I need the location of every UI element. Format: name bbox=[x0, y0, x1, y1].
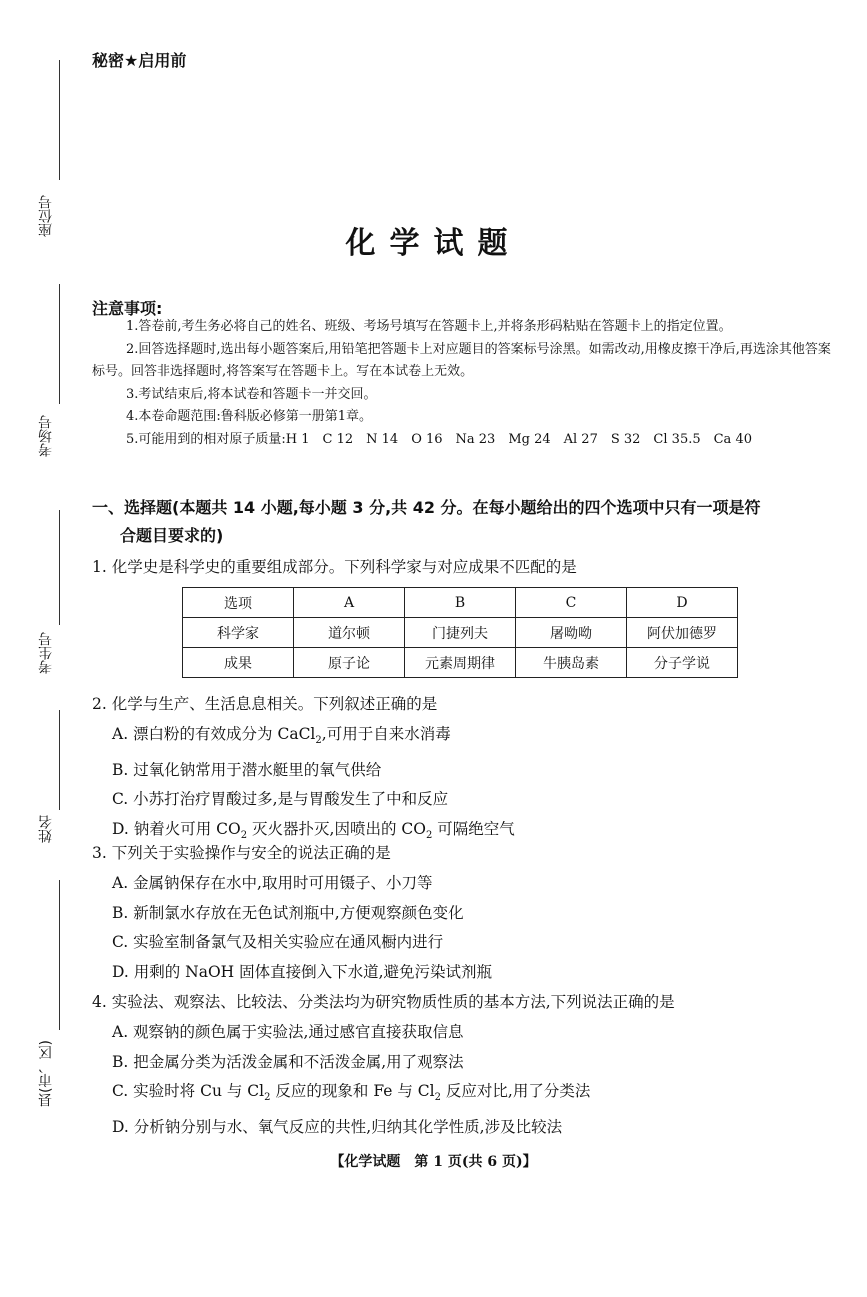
question-stem: 4. 实验法、观察法、比较法、分类法均为研究物质性质的基本方法,下列说法正确的是 bbox=[92, 993, 675, 1011]
scientist-table bbox=[182, 587, 738, 678]
notice-list bbox=[92, 316, 832, 451]
question-1 bbox=[92, 553, 832, 583]
question-stem: 3. 下列关于实验操作与安全的说法正确的是 bbox=[92, 844, 391, 862]
table-cell: 分子学说 bbox=[627, 648, 738, 678]
seat-label: 座位号 bbox=[38, 195, 54, 237]
notice-item: 4.本卷命题范围:鲁科版必修第一册第1章。 bbox=[126, 409, 373, 424]
table-cell: 阿伏加德罗 bbox=[627, 618, 738, 648]
option-a: A. 观察钠的颜色属于实验法,通过感官直接获取信息 bbox=[112, 1022, 464, 1041]
page-footer: 【化学试题 第 1 页(共 6 页)】 bbox=[330, 1154, 537, 1170]
table-cell: 成果 bbox=[183, 648, 294, 678]
question-stem: 1. 化学史是科学史的重要组成部分。下列科学家与对应成果不匹配的是 bbox=[92, 558, 577, 576]
option-d: D. 用剩的 NaOH 固体直接倒入下水道,避免污染试剂瓶 bbox=[112, 963, 493, 982]
table-cell: 选项 bbox=[183, 588, 294, 618]
question-2 bbox=[92, 690, 832, 851]
notice-item: 3.考试结束后,将本试卷和答题卡一并交回。 bbox=[126, 386, 377, 402]
question-4 bbox=[92, 988, 832, 1143]
room-label: 考场号 bbox=[38, 415, 54, 457]
question-stem: 2. 化学与生产、生活息息相关。下列叙述正确的是 bbox=[92, 695, 438, 713]
option-d: D. 钠着火可用 $CO_2$ 灭火器扑灭,因喷出的 $CO_2$ 可隔绝空气 bbox=[112, 820, 515, 842]
notice-item: 1.答卷前,考生务必将自己的姓名、班级、考场号填写在答题卡上,并将条形码粘贴在答题卡上的指定位置。 bbox=[126, 319, 732, 334]
name-label: 姓名 bbox=[38, 815, 54, 843]
table-cell: 科学家 bbox=[183, 618, 294, 648]
table-row bbox=[183, 618, 738, 648]
table-cell: C bbox=[516, 588, 627, 618]
table-cell: 原子论 bbox=[294, 648, 405, 678]
student-no-line bbox=[59, 510, 60, 625]
table-cell: 元素周期律 bbox=[405, 648, 516, 678]
notice-item: 5.可能用到的相对原子质量:H 1 C 12 N 14 O 16 Na 23 Mg 24 Al 27 S 32 Cl 35.5 Ca 40 bbox=[126, 431, 752, 447]
option-b: B. 把金属分类为活泼金属和不活泼金属,用了观察法 bbox=[112, 1052, 464, 1071]
table-row bbox=[183, 648, 738, 678]
option-c: C. 实验室制备氯气及相关实验应在通风橱内进行 bbox=[112, 933, 444, 952]
section-heading bbox=[92, 494, 832, 550]
table-cell: B bbox=[405, 588, 516, 618]
seat-line bbox=[59, 60, 60, 180]
confidential-mark: 秘密★启用前 bbox=[92, 51, 187, 70]
table-cell: 牛胰岛素 bbox=[516, 648, 627, 678]
table-cell: 门捷列夫 bbox=[405, 618, 516, 648]
table-row bbox=[183, 588, 738, 618]
notice-item: 2.回答选择题时,选出每小题答案后,用铅笔把答题卡上对应题目的答案标号涂黑。如需改动,用橡皮擦干净后,再选涂其他答案标号。回答非选择题时,将答案写在答题卡上。写在本试卷上无效。 bbox=[92, 341, 831, 379]
option-c: C. 小苏打治疗胃酸过多,是与胃酸发生了中和反应 bbox=[112, 790, 449, 809]
notice-heading: 注意事项: bbox=[92, 299, 163, 318]
county-line bbox=[59, 880, 60, 1030]
section-heading-line1: 一、选择题(本题共 14 小题,每小题 3 分,共 42 分。在每小题给出的四个选项中只有一项是符 bbox=[92, 498, 761, 517]
option-b: B. 过氧化钠常用于潜水艇里的氧气供给 bbox=[112, 760, 382, 779]
table-cell: 屠呦呦 bbox=[516, 618, 627, 648]
option-d: D. 分析钠分别与水、氧气反应的共性,归纳其化学性质,涉及比较法 bbox=[112, 1118, 563, 1137]
table-cell: D bbox=[627, 588, 738, 618]
option-a: A. 漂白粉的有效成分为 CaCl$_2$,可用于自来水消毒 bbox=[112, 724, 451, 746]
section-heading-line2: 合题目要求的) bbox=[120, 526, 224, 545]
option-c: C. 实验时将 Cu 与 $Cl_2$ 反应的现象和 Fe 与 $Cl_2$ 反应对比,用了分类法 bbox=[112, 1082, 591, 1104]
room-line bbox=[59, 284, 60, 404]
table-cell: 道尔顿 bbox=[294, 618, 405, 648]
table-cell: A bbox=[294, 588, 405, 618]
student-no-label: 考生号 bbox=[38, 632, 54, 674]
county-label: 县(市、区) bbox=[38, 1040, 54, 1107]
page-title: 化学试题 bbox=[345, 226, 522, 261]
name-line bbox=[59, 710, 60, 810]
option-b: B. 新制氯水存放在无色试剂瓶中,方便观察颜色变化 bbox=[112, 903, 464, 922]
question-3 bbox=[92, 839, 832, 988]
option-a: A. 金属钠保存在水中,取用时可用镊子、小刀等 bbox=[112, 873, 433, 892]
